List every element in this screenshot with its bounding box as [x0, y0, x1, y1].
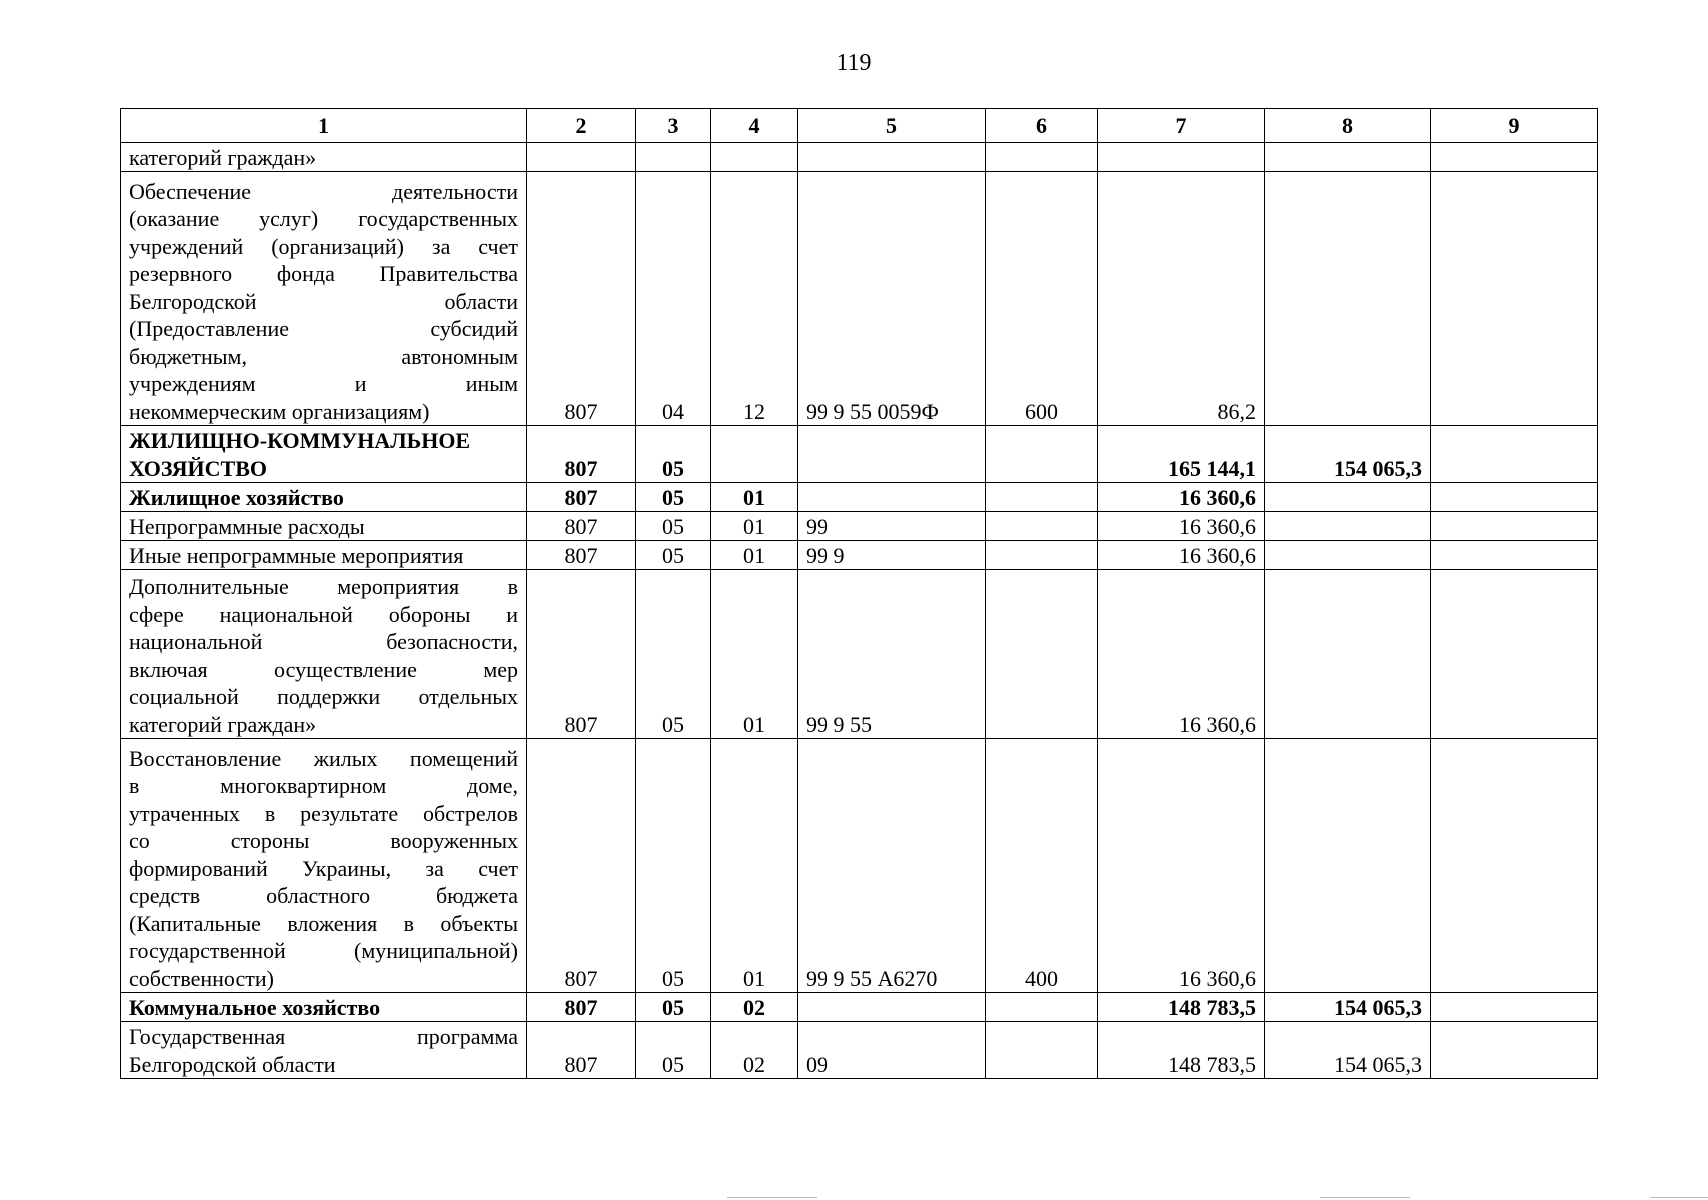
description-line: сфере национальной обороны и — [129, 601, 518, 627]
cell-col4 — [711, 426, 798, 483]
description-line: формирований Украины, за счет — [129, 855, 518, 881]
cell-description — [121, 541, 527, 570]
cell-col8 — [1265, 739, 1431, 993]
cell-col6 — [986, 426, 1098, 483]
cell-col2: 807 — [527, 483, 636, 512]
cell-description — [121, 512, 527, 541]
cell-description — [121, 172, 527, 426]
cell-col8: 154 065,3 — [1265, 993, 1431, 1022]
table-row — [121, 570, 1598, 739]
description-line: со стороны вооруженных — [129, 828, 518, 853]
description-line: Непрограммные расходы — [129, 513, 365, 539]
cell-col2: 807 — [527, 172, 636, 426]
cell-description — [121, 570, 527, 739]
cell-col5: 99 9 55 0059Ф — [798, 172, 986, 426]
header-cell-6: 6 — [986, 109, 1098, 143]
cell-col3: 04 — [636, 172, 711, 426]
budget-table — [120, 108, 1598, 1079]
description-line: Белгородской области — [129, 288, 518, 314]
cell-description — [121, 1022, 527, 1079]
cell-col7: 165 144,1 — [1098, 426, 1265, 483]
cell-col3 — [636, 143, 711, 172]
description-line: включая осуществление мер — [129, 656, 518, 682]
cell-col9 — [1431, 483, 1598, 512]
cell-col9 — [1431, 143, 1598, 172]
cell-col7: 148 783,5 — [1098, 1022, 1265, 1079]
cell-col9 — [1431, 570, 1598, 739]
cell-col8 — [1265, 172, 1431, 426]
description-line: Коммунальное хозяйство — [129, 994, 381, 1020]
description-line: некоммерческим организациям) — [129, 398, 430, 424]
cell-col9 — [1431, 993, 1598, 1022]
description-line: категорий граждан» — [129, 711, 317, 737]
cell-col5 — [798, 143, 986, 172]
cell-col6 — [986, 512, 1098, 541]
description-line: учреждениям и иным — [129, 371, 518, 396]
cell-col7: 86,2 — [1098, 172, 1265, 426]
description-line: категорий граждан» — [129, 144, 317, 170]
cell-col2 — [527, 143, 636, 172]
cell-col4: 01 — [711, 739, 798, 993]
description-line: государственной (муниципальной) — [129, 938, 518, 963]
header-cell-2: 2 — [527, 109, 636, 143]
cell-col8 — [1265, 512, 1431, 541]
cell-col6: 400 — [986, 739, 1098, 993]
cell-col9 — [1431, 426, 1598, 483]
cell-col8 — [1265, 483, 1431, 512]
description-line: (Капитальные вложения в объекты — [129, 910, 518, 936]
description-line: Обеспечение деятельности — [129, 178, 518, 204]
cell-description — [121, 426, 527, 483]
cell-col2: 807 — [527, 426, 636, 483]
cell-description — [121, 483, 527, 512]
cell-col9 — [1431, 172, 1598, 426]
description-line: ЖИЛИЩНО-КОММУНАЛЬНОЕ — [129, 428, 471, 453]
table-row — [121, 739, 1598, 993]
cell-col6 — [986, 1022, 1098, 1079]
cell-col2: 807 — [527, 739, 636, 993]
header-cell-4: 4 — [711, 109, 798, 143]
cell-col4 — [711, 143, 798, 172]
description-line: учреждений (организаций) за счет — [129, 233, 518, 259]
cell-col6 — [986, 143, 1098, 172]
description-line: Белгородской области — [129, 1051, 336, 1077]
header-cell-3: 3 — [636, 109, 711, 143]
cell-col6 — [986, 993, 1098, 1022]
cell-col8: 154 065,3 — [1265, 426, 1431, 483]
cell-col4: 02 — [711, 1022, 798, 1079]
header-row — [121, 109, 1598, 143]
cell-col8 — [1265, 143, 1431, 172]
description-line: Государственная программа — [129, 1024, 518, 1049]
header-cell-5: 5 — [798, 109, 986, 143]
cell-col3: 05 — [636, 1022, 711, 1079]
cell-description — [121, 993, 527, 1022]
description-line: собственности) — [129, 965, 274, 991]
description-line: резервного фонда Правительства — [129, 261, 518, 286]
page-number: 119 — [836, 50, 872, 76]
cell-col9 — [1431, 739, 1598, 993]
cell-col6 — [986, 483, 1098, 512]
cell-col5: 09 — [798, 1022, 986, 1079]
cell-col4: 01 — [711, 483, 798, 512]
cell-col7: 16 360,6 — [1098, 570, 1265, 739]
cell-col7: 16 360,6 — [1098, 739, 1265, 993]
cell-col3: 05 — [636, 541, 711, 570]
cell-col5 — [798, 483, 986, 512]
cell-description — [121, 739, 527, 993]
cell-col3: 05 — [636, 993, 711, 1022]
cell-col4: 01 — [711, 541, 798, 570]
cell-col2: 807 — [527, 1022, 636, 1079]
cell-description — [121, 143, 527, 172]
description-line: Жилищное хозяйство — [129, 484, 344, 510]
table-row — [121, 541, 1598, 570]
description-line: (оказание услуг) государственных — [129, 206, 518, 231]
cell-col5 — [798, 426, 986, 483]
cell-col7: 16 360,6 — [1098, 483, 1265, 512]
scan-mark — [1320, 1197, 1410, 1198]
cell-col5: 99 9 55 А6270 — [798, 739, 986, 993]
cell-col3: 05 — [636, 426, 711, 483]
cell-col8 — [1265, 570, 1431, 739]
cell-col9 — [1431, 1022, 1598, 1079]
cell-col5: 99 9 — [798, 541, 986, 570]
cell-col9 — [1431, 541, 1598, 570]
cell-col3: 05 — [636, 570, 711, 739]
header-cell-7: 7 — [1098, 109, 1265, 143]
table-row — [121, 993, 1598, 1022]
description-line: средств областного бюджета — [129, 883, 518, 908]
cell-col4: 12 — [711, 172, 798, 426]
cell-col4: 01 — [711, 570, 798, 739]
cell-col2: 807 — [527, 541, 636, 570]
cell-col5: 99 — [798, 512, 986, 541]
cell-col5 — [798, 993, 986, 1022]
cell-col8 — [1265, 541, 1431, 570]
cell-col5: 99 9 55 — [798, 570, 986, 739]
cell-col2: 807 — [527, 512, 636, 541]
header-cell-1: 1 — [121, 109, 527, 143]
cell-col6: 600 — [986, 172, 1098, 426]
scan-mark — [1650, 1197, 1708, 1198]
cell-col6 — [986, 541, 1098, 570]
description-line: бюджетным, автономным — [129, 343, 518, 369]
cell-col8: 154 065,3 — [1265, 1022, 1431, 1079]
description-line: ХОЗЯЙСТВО — [129, 455, 268, 481]
table-row — [121, 143, 1598, 172]
description-line: Дополнительные мероприятия в — [129, 574, 518, 599]
table-row — [121, 512, 1598, 541]
cell-col7: 16 360,6 — [1098, 512, 1265, 541]
description-line: утраченных в результате обстрелов — [129, 800, 518, 826]
cell-col2: 807 — [527, 993, 636, 1022]
cell-col9 — [1431, 512, 1598, 541]
table-body — [121, 143, 1598, 1079]
cell-col4: 02 — [711, 993, 798, 1022]
table-row — [121, 172, 1598, 426]
cell-col6 — [986, 570, 1098, 739]
header-cell-9: 9 — [1431, 109, 1598, 143]
cell-col3: 05 — [636, 739, 711, 993]
description-line: Восстановление жилых помещений — [129, 745, 518, 771]
cell-col3: 05 — [636, 512, 711, 541]
cell-col7: 148 783,5 — [1098, 993, 1265, 1022]
table-row — [121, 1022, 1598, 1079]
table-row — [121, 483, 1598, 512]
header-cell-8: 8 — [1265, 109, 1431, 143]
description-line: социальной поддержки отдельных — [129, 684, 518, 709]
description-line: (Предоставление субсидий — [129, 316, 518, 341]
cell-col7 — [1098, 143, 1265, 172]
cell-col7: 16 360,6 — [1098, 541, 1265, 570]
description-line: в многоквартирном доме, — [129, 773, 518, 798]
description-line: национальной безопасности, — [129, 629, 518, 654]
cell-col4: 01 — [711, 512, 798, 541]
cell-col3: 05 — [636, 483, 711, 512]
scan-mark — [727, 1197, 817, 1198]
cell-col2: 807 — [527, 570, 636, 739]
table-row — [121, 426, 1598, 483]
description-line: Иные непрограммные мероприятия — [129, 542, 464, 568]
